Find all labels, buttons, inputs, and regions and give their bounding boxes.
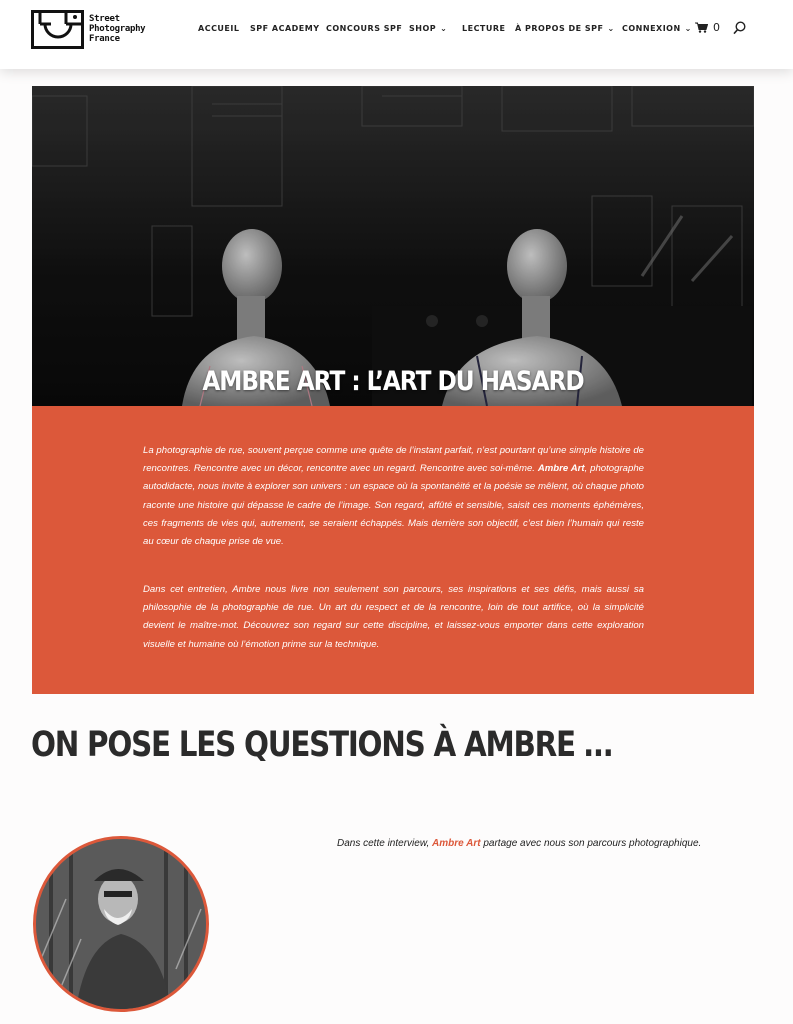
site-logo[interactable] <box>31 10 151 50</box>
nav-item-connexion[interactable]: CONNEXION ⌄ <box>622 22 692 36</box>
brand-line-2: Photography <box>89 24 146 34</box>
cart-count: 0 <box>713 21 720 34</box>
hero-banner <box>32 86 754 406</box>
search-icon[interactable] <box>733 21 746 35</box>
nav-item-accueil[interactable]: ACCUEIL <box>198 24 240 33</box>
nav-item-spf-academy[interactable]: SPF ACADEMY <box>250 24 320 33</box>
hero-photo-mannequins <box>32 86 754 406</box>
cart-icon <box>695 22 708 33</box>
intro-block <box>32 406 754 694</box>
site-header <box>0 0 793 69</box>
hero-title: AMBRE ART : L’ART DU HASARD <box>202 366 584 397</box>
artist-link[interactable]: Ambre Art <box>432 838 481 849</box>
intro-artist-name: Ambre Art <box>537 463 585 475</box>
nav-item-concours-spf[interactable]: CONCOURS SPF <box>326 24 403 33</box>
interview-intro: Dans cette interview, Ambre Art partage avec nous son parcours photographique. <box>337 838 702 849</box>
chevron-down-icon: ⌄ <box>684 24 692 33</box>
brand-line-1: Street <box>89 14 120 24</box>
section-title: ON POSE LES QUESTIONS À AMBRE … <box>31 725 612 765</box>
brand-name <box>89 14 145 44</box>
nav-item-lecture[interactable]: LECTURE <box>462 24 506 33</box>
camera-logo-icon <box>31 10 84 49</box>
chevron-down-icon: ⌄ <box>440 24 448 33</box>
nav-item-shop[interactable]: SHOP ⌄ <box>409 22 447 36</box>
intro-paragraph-1: La photographie de rue, souvent perçue comme une quête de l’instant parfait, n’est pourtant qu’une simple histoire de rencontres. Rencontre avec un décor, rencontre avec un regard. Rencontre avec soi-même. Ambre Art, photographe autodidacte, nous invite à explorer son univers : un espace où la spontanéité et la poésie se mêlent, où chaque photo raconte une histoire qui dépasse le cadre de l’image. Son regard, affûté et sensible, saisit ces moments éphémères, ces fragments de vies qui, autrement, se seraient échappés. Mais derrière son objectif, c’est bien l’humain qui reste au cœur de chaque prise de vue. <box>143 445 644 548</box>
avatar <box>33 836 209 1012</box>
photographer-portrait <box>36 839 206 1009</box>
chevron-down-icon: ⌄ <box>607 24 615 33</box>
nav-item-a-propos[interactable]: À PROPOS DE SPF ⌄ <box>515 22 615 36</box>
brand-line-3: France <box>89 34 120 44</box>
intro-paragraph-2: Dans cet entretien, Ambre nous livre non seulement son parcours, ses inspirations et ses défis, mais aussi sa philosophie de la photographie de rue. Un art du respect et de la rencontre, loin de tout artifice, où la simplicité devient le maître-mot. Découvrez son regard sur cette discipline, et laissez-vous emporter dans cette exploration visuelle et humaine où l’émotion prime sur la technique. <box>143 584 644 650</box>
